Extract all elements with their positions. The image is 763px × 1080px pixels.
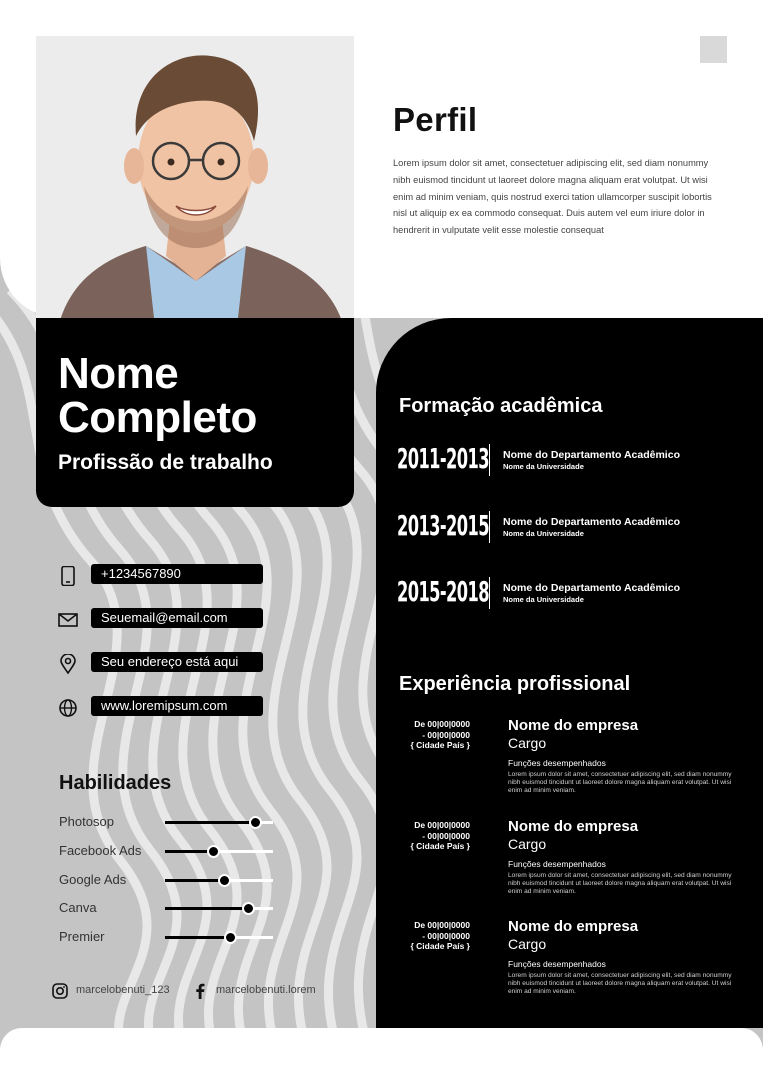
education-divider [489, 577, 490, 609]
skill-knob[interactable] [224, 931, 237, 944]
experience-company: Nome do empresa [508, 818, 639, 835]
education-department: Nome do Departamento Acadêmico [503, 582, 680, 594]
experience-date-to: - 00|00|0000 [422, 830, 470, 841]
experience-functions: Funções desempenhados [508, 859, 606, 869]
experience-description: Lorem ipsum dolor sit amet, consectetuer adipiscing elit, sed diam nonummy nibh euismod tincidunt ut laoreet dolore magna aliquam erat volutpat. Ut wisi enim ad minim veniam. [508, 972, 732, 995]
name-block [36, 318, 354, 507]
education-title: Formação acadêmica [399, 395, 603, 417]
education-item [397, 440, 747, 482]
skill-knob[interactable] [242, 902, 255, 915]
experience-description: Lorem ipsum dolor sit amet, consectetuer adipiscing elit, sed diam nonummy nibh euismod tincidunt ut laoreet dolore magna aliquam erat volutpat. Ut wisi enim ad minim veniam. [508, 872, 732, 895]
skill-row [59, 898, 279, 918]
experience-item [376, 719, 763, 809]
education-department: Nome do Departamento Acadêmico [503, 449, 680, 461]
skill-knob[interactable] [207, 845, 220, 858]
phone-icon [58, 566, 78, 586]
website-value[interactable]: www.loremipsum.com [91, 696, 263, 716]
contact-website [58, 696, 268, 718]
experience-date-from: De 00|00|0000 [414, 820, 470, 830]
experience-company: Nome do empresa [508, 717, 639, 734]
name-last: Completo [58, 393, 257, 442]
contact-email [58, 608, 268, 630]
education-university: Nome da Universidade [503, 595, 584, 604]
experience-title: Experiência profissional [399, 673, 631, 695]
experience-role: Cargo [508, 936, 547, 952]
location-pin-icon [58, 654, 78, 674]
skill-label: Facebook Ads [59, 843, 142, 858]
skill-row [59, 841, 279, 861]
experience-company: Nome do empresa [508, 918, 639, 935]
skill-row [59, 812, 279, 832]
contact-address [58, 652, 268, 674]
skill-slider[interactable] [165, 879, 273, 882]
experience-item [376, 820, 763, 910]
experience-role: Cargo [508, 735, 547, 751]
experience-item [376, 920, 763, 1010]
education-university: Nome da Universidade [503, 529, 584, 538]
skill-fill [165, 879, 224, 882]
skill-row [59, 927, 279, 947]
experience-description: Lorem ipsum dolor sit amet, consectetuer adipiscing elit, sed diam nonummy nibh euismod tincidunt ut laoreet dolore magna aliquam erat volutpat. Ut wisi enim ad minim veniam. [508, 771, 732, 794]
education-years: 2015-2018 [397, 575, 489, 608]
experience-date-to: - 00|00|0000 [422, 729, 470, 740]
experience-dates [390, 820, 470, 852]
skill-row [59, 870, 279, 890]
facebook-handle: marcelobenuti.lorem [216, 984, 316, 996]
profession: Profissão de trabalho [58, 451, 273, 474]
skill-label: Google Ads [59, 872, 127, 887]
contact-phone [58, 564, 268, 586]
profile-photo [36, 36, 354, 336]
experience-role: Cargo [508, 836, 547, 852]
portrait-illustration [36, 36, 354, 336]
skill-slider[interactable] [165, 821, 273, 824]
skill-fill [165, 850, 213, 853]
skills-title: Habilidades [59, 772, 172, 794]
skill-label: Premier [59, 929, 105, 944]
education-years: 2011-2013 [397, 442, 489, 475]
education-department: Nome do Departamento Acadêmico [503, 516, 680, 528]
education-divider [489, 444, 490, 476]
skill-knob[interactable] [218, 874, 231, 887]
skill-fill [165, 821, 255, 824]
profile-title: Perfil [393, 101, 478, 138]
education-university: Nome da Universidade [503, 462, 584, 471]
experience-location: { Cidade País } [410, 841, 470, 851]
experience-dates [390, 719, 470, 751]
address-value: Seu endereço está aqui [91, 652, 263, 672]
experience-date-from: De 00|00|0000 [414, 719, 470, 729]
facebook-icon [192, 983, 208, 999]
right-panel [376, 318, 763, 1028]
education-item [397, 573, 747, 615]
experience-location: { Cidade País } [410, 941, 470, 951]
skill-fill [165, 907, 248, 910]
skill-knob[interactable] [249, 816, 262, 829]
experience-functions: Funções desempenhados [508, 758, 606, 768]
envelope-icon [58, 610, 78, 630]
experience-location: { Cidade País } [410, 740, 470, 750]
skill-fill [165, 936, 230, 939]
experience-dates [390, 920, 470, 952]
instagram-handle: marcelobenuti_123 [76, 984, 170, 996]
email-value[interactable]: Seuemail@email.com [91, 608, 263, 628]
experience-date-from: De 00|00|0000 [414, 920, 470, 930]
skill-slider[interactable] [165, 907, 273, 910]
experience-functions: Funções desempenhados [508, 959, 606, 969]
skill-slider[interactable] [165, 850, 273, 853]
education-item [397, 507, 747, 549]
corner-decoration [700, 36, 727, 63]
name-first: Nome [58, 349, 179, 398]
education-years: 2013-2015 [397, 509, 489, 542]
globe-icon [58, 698, 78, 718]
phone-value[interactable]: +1234567890 [91, 564, 263, 584]
skill-label: Photosop [59, 814, 114, 829]
experience-date-to: - 00|00|0000 [422, 930, 470, 941]
instagram-icon [52, 983, 68, 999]
skill-slider[interactable] [165, 936, 273, 939]
skill-label: Canva [59, 900, 97, 915]
profile-text: Lorem ipsum dolor sit amet, consectetuer adipiscing elit, sed diam nonummy nibh euismod tincidunt ut laoreet dolore magna aliquam erat volutpat. Ut wisi enim ad minim veniam, quis nostrud exerci tation ullamcorper suscipit lobortis nisl ut aliquip ex ea commodo consequat. Duis autem vel eum iriure dolor in hendrerit in vulputate velit esse molestie consequat [393, 158, 712, 236]
bottom-white-strip [0, 1028, 763, 1080]
education-divider [489, 511, 490, 543]
